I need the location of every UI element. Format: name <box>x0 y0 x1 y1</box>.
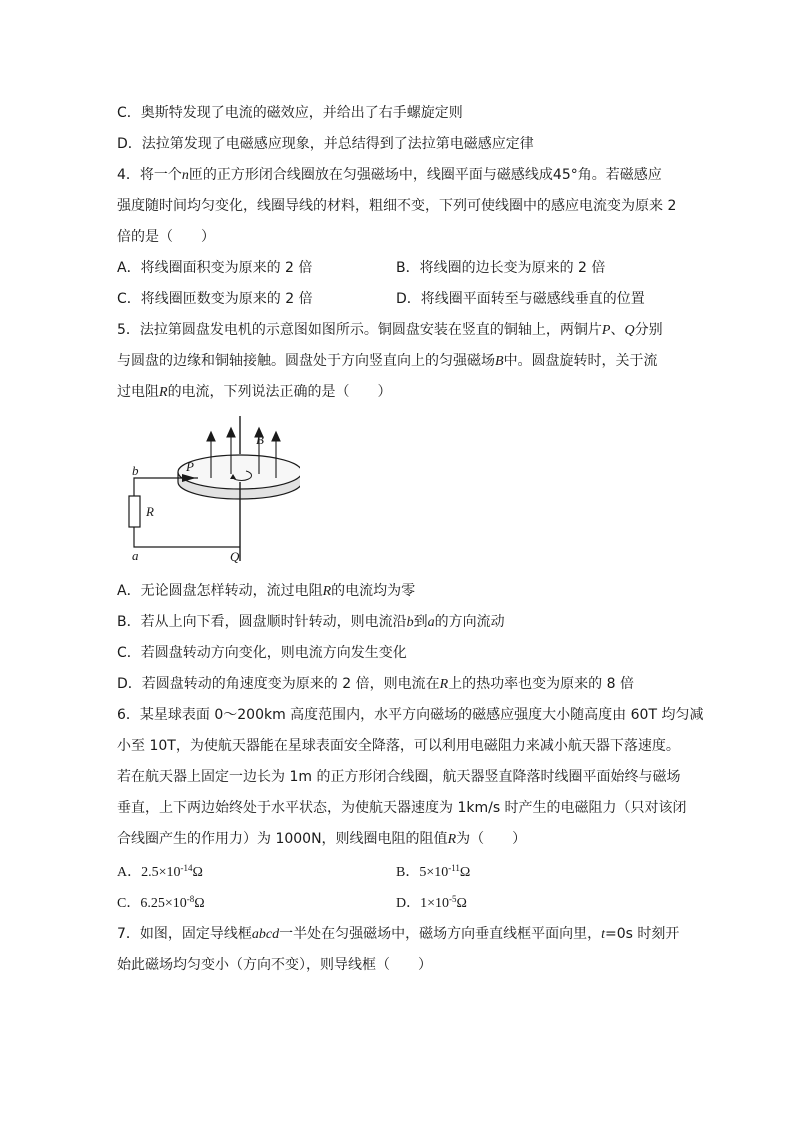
q5-option-d: D．若圆盘转动的角速度变为原来的 2 倍，则电流在R上的热功率也变为原来的 8 倍 <box>117 676 634 692</box>
label-b-field: B <box>256 432 264 447</box>
q4-stem-line3: 倍的是（ ） <box>117 229 215 245</box>
faraday-disk-figure <box>120 414 300 574</box>
label-p: P <box>186 459 194 474</box>
label-b-point: b <box>132 463 139 478</box>
q5-option-b: B．若从上向下看，圆盘顺时针转动，则电流沿b到a的方向流动 <box>117 614 505 630</box>
q5-stem-line2: 与圆盘的边缘和铜轴接触。圆盘处于方向竖直向上的匀强磁场B中。圆盘旋转时，关于流 <box>117 353 658 369</box>
q7-stem-line2: 始此磁场均匀变小（方向不变），则导线框（ ） <box>117 957 432 973</box>
q6-stem-line2: 小至 10T，为使航天器能在星球表面安全降落，可以利用电磁阻力来减小航天器下落速度。 <box>117 738 680 754</box>
q4-option-a: A．将线圈面积变为原来的 2 倍 <box>117 260 313 276</box>
label-r: R <box>146 504 154 519</box>
q6-option-d: D．$1\times 10^{-5}\Omega$ <box>396 894 467 911</box>
q3-option-c: C．奥斯特发现了电流的磁效应，并给出了右手螺旋定则 <box>117 105 463 121</box>
label-a-point: a <box>132 548 139 563</box>
q3-option-d: D．法拉第发现了电磁感应现象，并总结得到了法拉第电磁感应定律 <box>117 136 534 152</box>
q6-stem-line1: 6．某星球表面 0～200km 高度范围内，水平方向磁场的磁感应强度大小随高度由 60T 均匀减 <box>117 707 704 723</box>
q6-stem-line4: 垂直，上下两边始终处于水平状态，为使航天器速度为 1km/s 时产生的电磁阻力（只对该闭 <box>117 800 687 816</box>
q5-option-c: C．若圆盘转动方向变化，则电流方向发生变化 <box>117 645 407 661</box>
q4-stem-line1: 4．将一个n匝的正方形闭合线圈放在匀强磁场中，线圈平面与磁感线成45°角。若磁感应 <box>117 167 662 183</box>
q7-stem-line1: 7．如图，固定导线框abcd一半处在匀强磁场中，磁场方向垂直线框平面向里，t=0s 时刻开 <box>117 926 680 942</box>
q6-option-b: B．$5\times 10^{-11}\Omega$ <box>396 863 471 880</box>
q4-option-b: B．将线圈的边长变为原来的 2 倍 <box>396 260 606 276</box>
label-q: Q <box>230 549 240 564</box>
wire-bottom <box>134 527 240 547</box>
q4-option-c: C．将线圈匝数变为原来的 2 倍 <box>117 291 313 307</box>
q5-stem-line3: 过电阻R的电流，下列说法正确的是（ ） <box>117 384 392 400</box>
q5-stem-line1: 5．法拉第圆盘发电机的示意图如图所示。铜圆盘安装在竖直的铜轴上，两铜片P、Q分别 <box>117 322 663 338</box>
q6-option-c: C．$6.25\times 10^{-8}\Omega$ <box>117 894 205 911</box>
q4-stem-line2: 强度随时间均匀变化，线圈导线的材料，粗细不变，下列可使线圈中的感应电流变为原来 2 <box>117 198 677 214</box>
q6-stem-line5: 合线圈产生的作用力）为 1000N，则线圈电阻的阻值R为（ ） <box>117 831 527 847</box>
q6-stem-line3: 若在航天器上固定一边长为 1m 的正方形闭合线圈，航天器竖直降落时线圈平面始终与磁场 <box>117 769 681 785</box>
q5-option-a: A．无论圆盘怎样转动，流过电阻R的电流均为零 <box>117 583 416 599</box>
q6-option-a: A．$2.5\times 10^{-14}\Omega$ <box>117 863 203 880</box>
resistor <box>129 496 140 527</box>
q4-option-d: D．将线圈平面转至与磁感线垂直的位置 <box>396 291 645 307</box>
copper-disk <box>178 455 300 489</box>
